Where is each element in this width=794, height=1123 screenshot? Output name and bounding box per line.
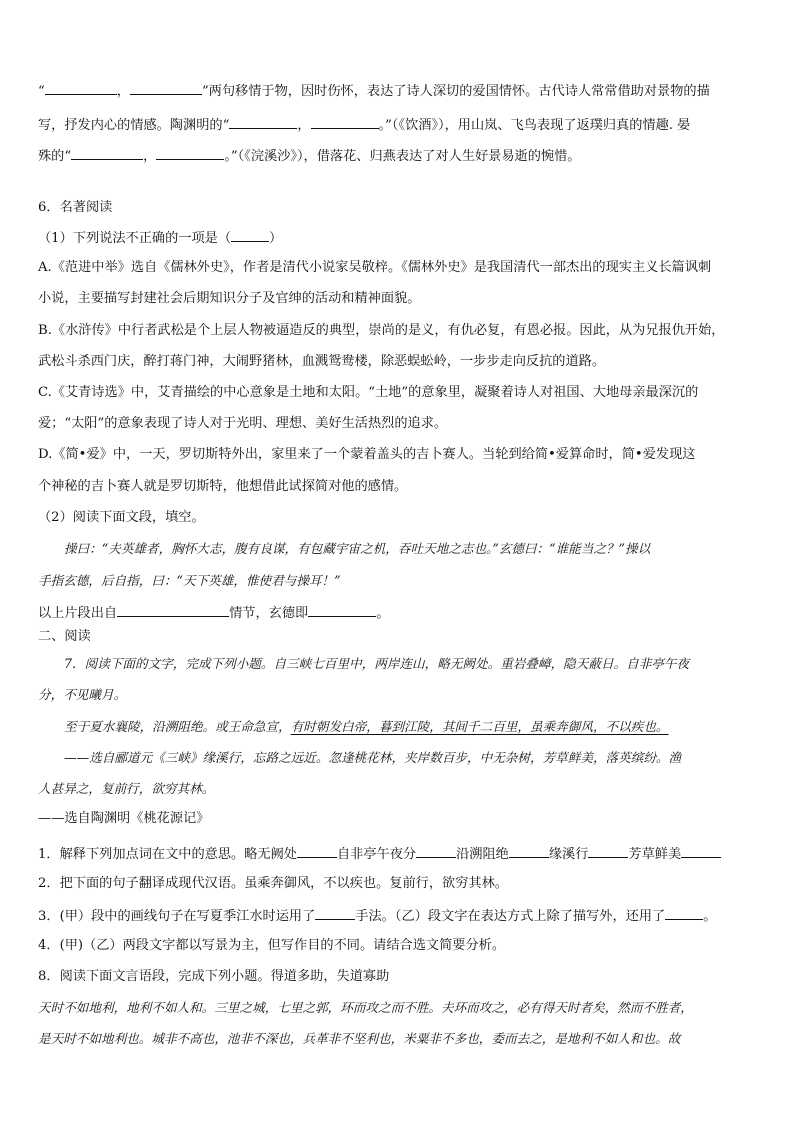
option-b-line-1: B.《水浒传》中行者武松是个上层人物被逼造反的典型，崇尚的是义，有仇必复，有恩必报。因此，从为兄报仇开始， xyxy=(38,323,725,338)
fill-blank[interactable] xyxy=(509,844,549,858)
fill-blank[interactable] xyxy=(117,603,229,617)
text: 1．解释下列加点词在文中的意思。略无阙处 xyxy=(38,847,297,862)
question-6-sub2: （2）阅读下面文段，填空。 xyxy=(38,510,205,525)
text: 。 xyxy=(703,909,717,924)
text: “ xyxy=(38,84,45,99)
text: ， xyxy=(116,84,130,99)
question-6-sub1 xyxy=(38,228,282,248)
question-7-line-1: 7．阅读下面的文字，完成下列小题。自三峡七百里中，两岸连山，略无阙处。重岩叠嶂，隐天蔽日。自非亭午夜 xyxy=(64,656,690,671)
text: 情节，玄德即 xyxy=(229,606,309,621)
text: 缘溪行 xyxy=(548,847,589,862)
text: 至于夏水襄陵，沿溯阻绝。或王命急宣， xyxy=(64,719,291,734)
text: 以上片段出自 xyxy=(38,606,118,621)
option-c-line-1: C.《艾青诗选》中，艾青描绘的中心意象是土地和太阳。“土地”的意象里，凝聚着诗人对祖国、大地母亲最深沉的 xyxy=(38,385,699,400)
fill-blank[interactable] xyxy=(588,844,628,858)
item-1 xyxy=(38,844,721,864)
item-3 xyxy=(38,906,716,926)
text: 芳草鲜美 xyxy=(628,847,682,862)
question-7-line-4: ——选自郦道元《三峡》缘溪行，忘路之远近。忽逢桃花林，夹岸数百步，中无杂树，芳草鲜美，落英缤纷。渔 xyxy=(64,750,682,765)
fill-blank[interactable] xyxy=(681,844,721,858)
question-7-line-3 xyxy=(64,718,669,736)
text: 写，抒发内心的情感。陶渊明的“ xyxy=(38,118,230,133)
text: 。”（《浣溪沙》），借落花、归燕表达了对人生好景易逝的惋惜。 xyxy=(224,149,581,164)
text: 手法。（乙）段文字在表达方式上除了描写外，还用了 xyxy=(355,909,666,924)
fill-blank[interactable] xyxy=(297,844,337,858)
fill-blank[interactable] xyxy=(71,146,143,160)
item-2: 2．把下面的句子翻译成现代汉语。虽乘奔御风，不以疾也。复前行，欲穷其林。 xyxy=(38,876,508,891)
question-6-fill xyxy=(38,603,389,623)
text: 殊的“ xyxy=(38,149,72,164)
fill-blank[interactable] xyxy=(416,844,456,858)
text: （1）下列说法不正确的一项是（ xyxy=(38,231,232,246)
poem-fill-line-1 xyxy=(38,81,710,101)
fill-blank[interactable] xyxy=(229,115,297,129)
quote-line-1: 操曰：“夫英雄者，胸怀大志，腹有良谋，有包藏宇宙之机，吞吐天地之志也。”玄德曰：“谁能当之？”操以 xyxy=(64,541,651,556)
question-7-line-5: 人甚异之，复前行，欲穷其林。 xyxy=(38,781,215,796)
text: 。 xyxy=(376,606,390,621)
fill-blank[interactable] xyxy=(156,146,224,160)
text: ”两句移情于物，因时伤怀，表达了诗人深切的爱国情怀。古代诗人常常借助对景物的描 xyxy=(201,84,710,99)
fill-blank[interactable] xyxy=(130,81,202,95)
question-8-line-1: 8．阅读下面文言语段，完成下列小题。得道多助，失道寡助 xyxy=(38,969,390,984)
option-a-line-1: A.《范进中举》选自《儒林外史》，作者是清代小说家吴敬梓。《儒林外史》是我国清代一部杰出的现实主义长篇讽刺 xyxy=(38,260,712,275)
poem-fill-line-2 xyxy=(38,115,690,135)
option-a-line-2: 小说，主要描写封建社会后期知识分子及官绅的活动和精神面貌。 xyxy=(38,291,421,306)
text: 沿溯阻绝 xyxy=(456,847,509,862)
fill-blank[interactable] xyxy=(311,115,379,129)
question-8-line-2: 天时不如地利，地利不如人和。三里之城，七里之郭，环而攻之而不胜。夫环而攻之，必有得天时者矣，然而不胜者， xyxy=(38,1000,693,1015)
fill-blank[interactable] xyxy=(308,603,376,617)
fill-blank[interactable] xyxy=(315,906,355,920)
question-7-source: ——选自陶渊明《桃花源记》 xyxy=(38,811,210,826)
option-d-line-1: D.《简•爱》中，一天，罗切斯特外出，家里来了一个蒙着盖头的吉卜赛人。当轮到给简•爱算命时，简•爱发现这 xyxy=(38,447,696,462)
fill-blank[interactable] xyxy=(45,81,117,95)
option-b-line-2: 武松斗杀西门庆，醉打蒋门神，大闹野猪林，血溅鸳鸯楼，除恶蜈蚣岭，一步步走向反抗的道路。 xyxy=(38,354,606,369)
underlined-sentence: 有时朝发白帝，暮到江陵，其间千二百里，虽乘奔御风，不以疾也。 xyxy=(290,719,669,734)
text: 自非亭午夜分 xyxy=(336,847,417,862)
fill-blank[interactable] xyxy=(665,906,703,920)
question-7-line-2: 分，不见曦月。 xyxy=(38,687,127,702)
text: ， xyxy=(143,149,157,164)
section-2-title: 二、阅读 xyxy=(38,629,91,644)
question-8-line-3: 是天时不如地利也。城非不高也，池非不深也，兵革非不坚利也，米粟非不多也，委而去之，是地利不如人和也。故 xyxy=(38,1031,681,1046)
poem-fill-line-3 xyxy=(38,146,581,166)
text: ） xyxy=(269,231,283,246)
text: ， xyxy=(297,118,311,133)
answer-blank[interactable] xyxy=(231,228,269,242)
text: 3．(甲）段中的画线句子在写夏季江水时运用了 xyxy=(38,909,316,924)
option-d-line-2: 个神秘的吉卜赛人就是罗切斯特，他想借此试探简对他的感情。 xyxy=(38,479,408,494)
text: 。”（《饮酒》），用山岚、飞鸟表现了返璞归真的情趣. 晏 xyxy=(378,118,691,133)
item-4: 4．(甲)（乙）两段文字都以写景为主，但写作目的不同。请结合选文简要分析。 xyxy=(38,938,506,953)
option-c-line-2: 爱；“太阳”的意象表现了诗人对于光明、理想、美好生活热烈的追求。 xyxy=(38,416,448,431)
quote-line-2: 手指玄德，后自指，曰：“天下英雄，惟使君与操耳！” xyxy=(38,573,341,588)
question-6-title: 6．名著阅读 xyxy=(38,200,113,215)
